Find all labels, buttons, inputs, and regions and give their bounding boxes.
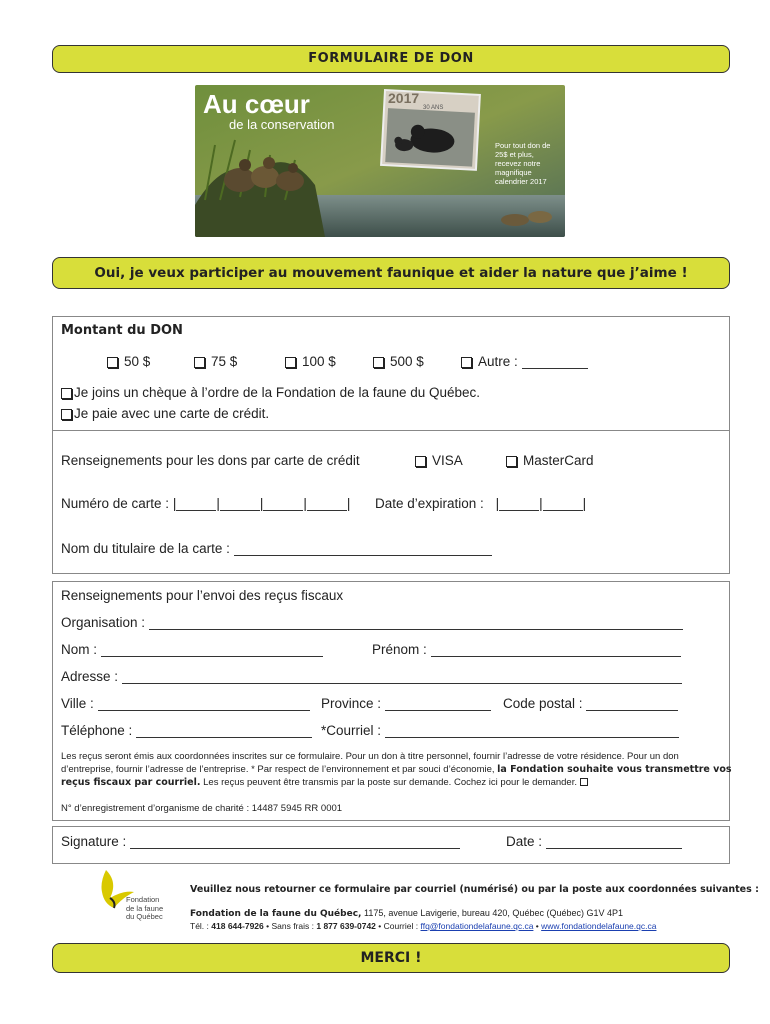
- amount-500-option[interactable]: [373, 354, 424, 369]
- expiry-field[interactable]: | | |: [495, 496, 587, 511]
- amount-100-label: 100 $: [302, 354, 336, 369]
- province-row: [321, 696, 491, 711]
- card-option[interactable]: [61, 406, 269, 421]
- checkbox-icon: [194, 357, 205, 368]
- ville-row: [61, 696, 310, 711]
- amount-other-field[interactable]: [522, 368, 588, 369]
- signature-section: [52, 826, 730, 864]
- email-link[interactable]: ffq@fondationdelafaune.qc.ca: [420, 921, 534, 931]
- holder-field[interactable]: [234, 555, 492, 556]
- expiry-row: [375, 496, 586, 511]
- org-name: Fondation de la faune du Québec,: [190, 909, 362, 919]
- amount-other-label: Autre :: [478, 354, 518, 369]
- amount-75-option[interactable]: [194, 354, 237, 369]
- checkbox-icon: [61, 409, 72, 420]
- visa-label: VISA: [432, 453, 463, 468]
- receipt-heading: Renseignements pour l’envoi des reçus fiscaux: [61, 588, 344, 603]
- signature-row: [61, 834, 460, 849]
- adresse-field[interactable]: [122, 683, 682, 684]
- expiry-label: Date d’expiration :: [375, 496, 484, 511]
- checkbox-icon: [285, 357, 296, 368]
- charity-number: N° d’enregistrement d’organisme de charité : 14487 5945 RR 0001: [61, 803, 343, 814]
- receipt-section: [52, 581, 730, 821]
- holder-label: Nom du titulaire de la carte :: [61, 541, 230, 556]
- prenom-row: [372, 642, 681, 657]
- receipt-note-emphasis: la Fondation souhaite vous transmettre vos: [497, 764, 732, 775]
- checkbox-icon: [461, 357, 472, 368]
- footer-contact: [190, 921, 656, 931]
- prenom-label: Prénom :: [372, 642, 427, 657]
- signature-field[interactable]: [130, 848, 460, 849]
- participation-banner: Oui, je veux participer au mouvement faunique et aider la nature que j’aime !: [52, 257, 730, 289]
- logo-text: [126, 896, 163, 922]
- receipt-note-line-2: d’entreprise, fournir l’adresse de l’entreprise. * Par respect de l’environnement et par souci d’économie,: [61, 764, 495, 775]
- checkbox-icon: [107, 357, 118, 368]
- visa-option[interactable]: [415, 453, 463, 468]
- mastercard-option[interactable]: [506, 453, 594, 468]
- ville-label: Ville :: [61, 696, 94, 711]
- courriel-field[interactable]: [385, 737, 679, 738]
- mail-request-checkbox[interactable]: [580, 778, 588, 786]
- telephone-label: Téléphone :: [61, 723, 133, 738]
- amount-50-option[interactable]: [107, 354, 150, 369]
- telephone-row: [61, 723, 312, 738]
- code-postal-label: Code postal :: [503, 696, 583, 711]
- date-row: [506, 834, 682, 849]
- hero-subtitle: de la conservation: [229, 117, 335, 132]
- cheque-label: Je joins un chèque à l’ordre de la Fondation de la faune du Québec.: [74, 385, 481, 400]
- checkbox-icon: [61, 388, 72, 399]
- org-address: 1175, avenue Lavigerie, bureau 420, Québec (Québec) G1V 4P1: [363, 908, 623, 918]
- return-instruction: Veuillez nous retourner ce formulaire par courriel (numérisé) ou par la poste aux coordonnées suivantes :: [190, 884, 759, 895]
- nom-row: [61, 642, 323, 657]
- hero-image: [195, 85, 565, 237]
- adresse-label: Adresse :: [61, 669, 119, 684]
- amount-75-label: 75 $: [211, 354, 238, 369]
- date-label: Date :: [506, 834, 543, 849]
- tel-label: Tél. :: [190, 921, 209, 931]
- tollfree-label: • Sans frais :: [266, 921, 314, 931]
- prenom-field[interactable]: [431, 656, 681, 657]
- tollfree-number: 1 877 639-0742: [316, 921, 376, 931]
- courriel-row: [321, 723, 679, 738]
- adresse-row: [61, 669, 682, 684]
- card-number-row: [61, 496, 350, 511]
- amount-50-label: 50 $: [124, 354, 151, 369]
- date-field[interactable]: [546, 848, 682, 849]
- calendar-year: 2017: [388, 90, 420, 106]
- donation-section: [52, 316, 730, 574]
- province-field[interactable]: [385, 710, 491, 711]
- thanks-bar: MERCI !: [52, 943, 730, 973]
- receipt-note-emphasis-2: reçus fiscaux par courriel.: [61, 777, 201, 788]
- contact-separator: •: [535, 921, 539, 931]
- logo-text-line-3: du Québec: [126, 912, 163, 921]
- form-title: FORMULAIRE DE DON: [52, 45, 730, 73]
- website-link[interactable]: www.fondationdelafaune.qc.ca: [541, 921, 657, 931]
- donation-heading: Montant du DON: [61, 323, 183, 338]
- credit-heading: Renseignements pour les dons par carte de crédit: [61, 453, 360, 468]
- section-divider: [53, 430, 729, 431]
- courriel-label: *Courriel :: [321, 723, 382, 738]
- card-label: Je paie avec une carte de crédit.: [74, 406, 270, 421]
- checkbox-icon: [415, 456, 426, 467]
- checkbox-icon: [373, 357, 384, 368]
- mastercard-label: MasterCard: [523, 453, 594, 468]
- organisation-field[interactable]: [149, 629, 683, 630]
- signature-label: Signature :: [61, 834, 127, 849]
- card-number-label: Numéro de carte :: [61, 496, 170, 511]
- card-number-field[interactable]: | | | | |: [172, 496, 351, 511]
- organisation-row: [61, 615, 683, 630]
- amount-other-option[interactable]: [461, 354, 588, 369]
- organisation-label: Organisation :: [61, 615, 146, 630]
- nom-label: Nom :: [61, 642, 98, 657]
- tel-number: 418 644-7926: [211, 921, 264, 931]
- foundation-logo: [96, 868, 166, 928]
- telephone-field[interactable]: [136, 737, 312, 738]
- logo-text-line-2: de la faune: [126, 903, 164, 913]
- receipt-note-line-3: Les reçus peuvent être transmis par la poste sur demande. Cochez ici pour le demander.: [203, 777, 577, 788]
- amount-100-option[interactable]: [285, 354, 336, 369]
- receipt-note-line-1: Les reçus seront émis aux coordonnées inscrites sur ce formulaire. Pour un don à titre personnel, fournir l’adresse de votre résidence. Pour un don: [61, 751, 679, 762]
- cheque-option[interactable]: [61, 385, 480, 400]
- province-label: Province :: [321, 696, 382, 711]
- email-label: • Courriel :: [378, 921, 419, 931]
- receipt-note: [61, 750, 732, 789]
- checkbox-icon: [506, 456, 517, 467]
- ville-field[interactable]: [98, 710, 310, 711]
- calendar-anniversary: 30 ANS: [423, 105, 444, 111]
- footer-address: [190, 908, 623, 919]
- logo-text-line-1: Fondation: [126, 895, 160, 904]
- code-postal-field[interactable]: [586, 710, 678, 711]
- holder-row: [61, 541, 492, 556]
- code-postal-row: [503, 696, 678, 711]
- amount-500-label: 500 $: [390, 354, 424, 369]
- hero-promo: Pour tout don de 25$ et plus, recevez notre magnifique calendrier 2017: [495, 141, 551, 186]
- hero-title: Au cœur: [203, 89, 310, 119]
- nom-field[interactable]: [101, 656, 323, 657]
